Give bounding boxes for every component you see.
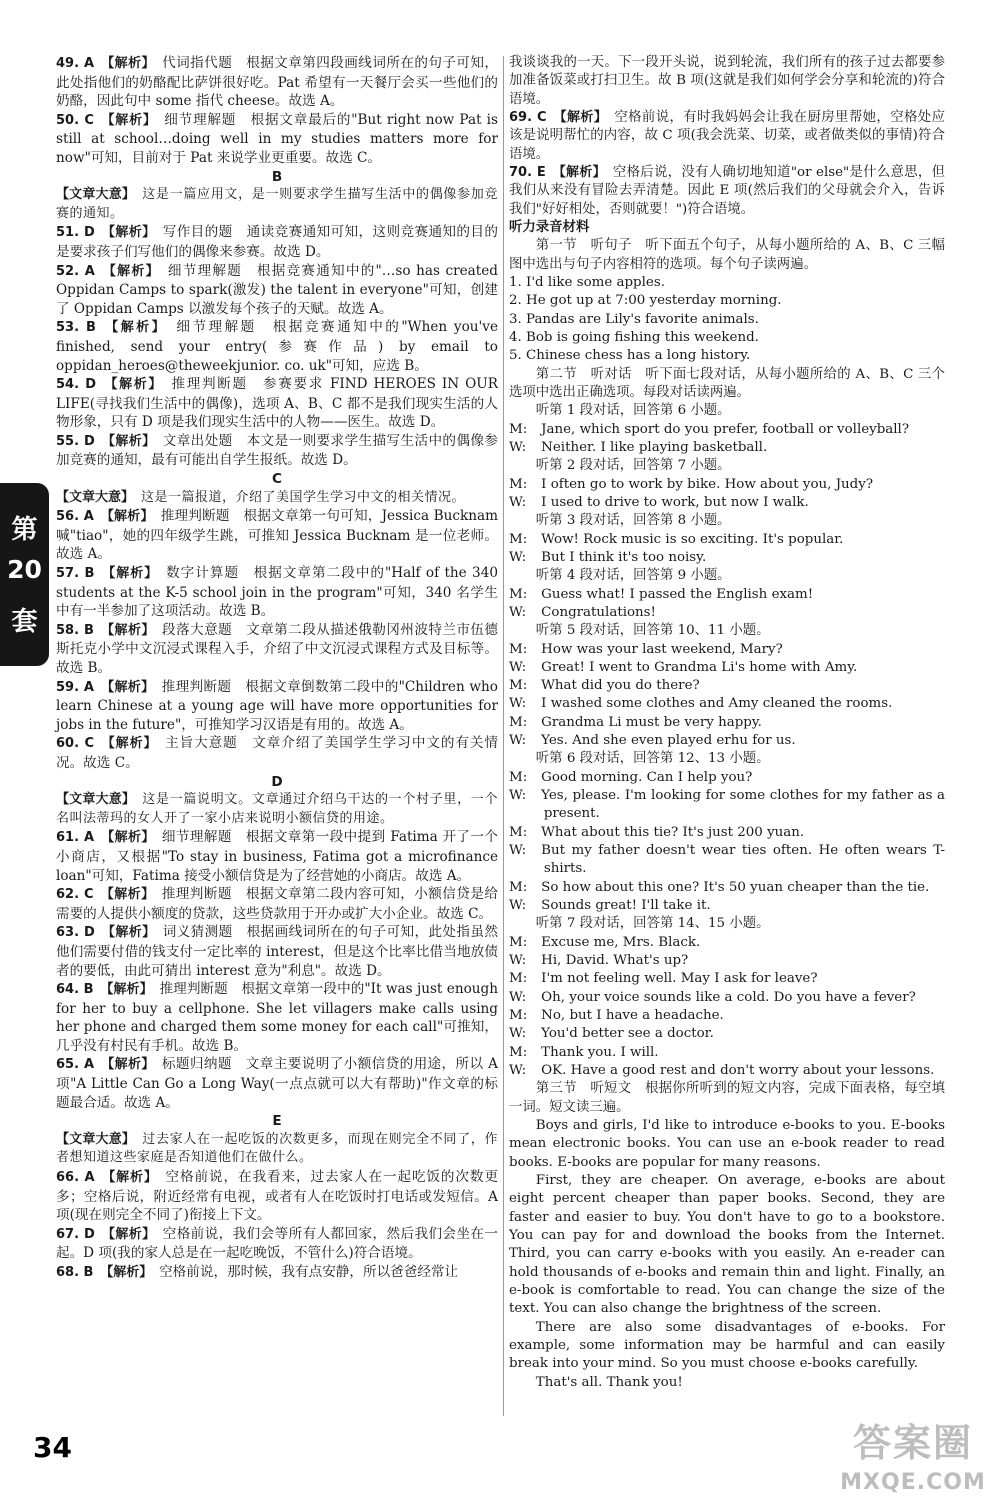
- dialogue-text: No, but I have a headache.: [541, 1008, 724, 1024]
- passage-summary: [56, 489, 498, 508]
- dialogue-line: [509, 1007, 945, 1025]
- passage-letter: C: [272, 471, 282, 488]
- dialogue-text: Hi, David. What's up?: [541, 953, 689, 969]
- dialogue-text: Oh, your voice sounds like a cold. Do you have a fever?: [541, 989, 916, 1005]
- answer-explanation: [56, 828, 498, 885]
- answer-number: 66. A: [56, 1170, 95, 1186]
- paragraph: Boys and girls, I'd like to introduce e-books to you. E-books mean electronic books. You can use an e-book reader to read books. E-books are popular for many reasons.: [509, 1118, 945, 1170]
- answer-explanation: [56, 1225, 498, 1263]
- answer-explanation: [56, 885, 498, 923]
- watermark-logo-bottom: MXQE.COM: [840, 1470, 986, 1495]
- speaker-label: W:: [509, 788, 527, 804]
- dialogue-line: [509, 531, 945, 549]
- explanation-text: 词义猜测题 根据画线词所在的句子可知，此处指虽然他们需要付借的钱支付一定比率的 interest，但是这个比率比借当地放债者的要低，由此可猜出 interest 意为"利息"。故选 D。: [56, 924, 498, 979]
- watermark-logo-top: 答案圈: [852, 1421, 973, 1465]
- dialogue-text: Congratulations!: [541, 604, 656, 620]
- summary-text: 这是一篇应用文，是一则要求学生描写生活中的偶像参加竞赛的通知。: [56, 187, 498, 221]
- dialogue-text: Good morning. Can I help you?: [541, 769, 753, 785]
- dialogue-line: [509, 586, 945, 604]
- dialogue-line: [509, 1025, 945, 1043]
- speaker-label: W:: [509, 439, 527, 455]
- set-number-value: 20: [7, 555, 42, 584]
- dialogue-line: [509, 769, 945, 787]
- paragraph: 听第 7 段对话，回答第 14、15 小题。: [535, 916, 770, 932]
- dialogue-text: OK. Have a good rest and don't worry about your lessons.: [541, 1063, 935, 1079]
- explanation-text: 空格前说，我们会等所有人都回家，然后我们会坐在一起。D 项(我的家人总是在一起吃晚饭，不管什么)符合语境。: [56, 1225, 498, 1262]
- paragraph: 听第 1 段对话，回答第 6 小题。: [535, 403, 731, 419]
- analysis-tag: 【解析】: [101, 263, 160, 279]
- explanation-text: 标题归纳题 文章主要说明了小额信贷的用途，所以 A 项"A Little Can Go a Long Way(一点点就可以大有帮助)"作文章的标题最合适。故选 A。: [56, 1056, 498, 1111]
- answer-number: 57. B: [56, 566, 95, 582]
- explanation-text: 空格前说，在我看来，过去家人在一起吃饭的次数更多；空格后说，附近经常有电视，或者有人在吃饭时打电话或发短信。A 项(现在则完全不同了)衔接上下文。: [56, 1169, 499, 1224]
- text-line: 2. He got up at 7:00 yesterday morning.: [509, 293, 782, 309]
- explanation-text: 数字计算题 根据文章第二段中的"Half of the 340 students at the K-5 school join in the program"可知，340 名学生中有一半参加了这项活动。故选 B。: [56, 565, 498, 620]
- analysis-tag: 【解析】: [101, 566, 159, 582]
- answer-explanation: [56, 318, 498, 375]
- answer-explanation: [56, 54, 498, 111]
- answer-explanation: [56, 678, 498, 735]
- explanation-text: 细节理解题 根据竞赛通知中的"When you've finished, send your entry(参赛作品) by email to oppidan_heroes@theweekjunior. co. uk"可知，应选 B。: [56, 319, 498, 374]
- passage-summary: [56, 1131, 498, 1168]
- dialogue-line: [509, 695, 945, 713]
- analysis-tag: 【解析】: [553, 109, 608, 125]
- explanation-text: 细节理解题 根据文章第一段中提到 Fatima 开了一个小商店，又根据"To stay in business, Fatima got a microfinance loan"可知，Fatima 接受小额信贷是为了经营她的小商店。故选 A。: [56, 829, 498, 884]
- speaker-label: M:: [509, 641, 528, 657]
- passage-letter: B: [271, 168, 283, 185]
- explanation-text: 文章出处题 本文是一则要求学生描写生活中的偶像参加竞赛的通知，最有可能出自学生报纸。故选 D。: [56, 432, 498, 469]
- summary-text: 这是一篇报道，介绍了美国学生学习中文的相关情况。: [141, 489, 466, 505]
- answer-number: 69. C: [509, 109, 547, 125]
- dialogue-text: Jane, which sport do you prefer, football or volleyball?: [541, 421, 910, 437]
- answer-number: 68. B: [56, 1265, 94, 1280]
- speaker-label: M:: [509, 476, 528, 492]
- set-number-prefix: 第: [11, 515, 38, 545]
- paragraph: First, they are cheaper. On average, e-books are about eight percent cheaper than paper books. Second, they are faster and easier to buy. You don't have to go to a bookstore. You can pay for and download the books from the Internet. Third, you can carry e-books with you easily. An e-reader can hold thousands of e-books and remain thin and light. Finally, an e-book is comfortable to read. You can change the size of the text. You can also change the brightness of the screen.: [509, 1173, 945, 1317]
- answer-explanation: [56, 262, 498, 319]
- explanation-text: 代词指代题 根据文章第四段画线词所在的句子可知，此处指他们的奶酪配比萨饼很好吃。Pat 希望有一天餐厅会买一些他们的奶酪，因此句中 some 指代 cheese。故选 A。: [56, 55, 498, 110]
- dialogue-line: [509, 1062, 945, 1080]
- paragraph: 第二节 听对话 听下面七段对话，从每小题所给的 A、B、C 三个选项中选出正确选项。每段对话读两遍。: [509, 366, 945, 400]
- paragraph: 第三节 听短文 根据你所听到的短文内容，完成下面表格，每空填一词。短文读三遍。: [509, 1081, 945, 1115]
- dialogue-text: I washed some clothes and Amy cleaned the rooms.: [541, 696, 893, 712]
- dialogue-line: [509, 879, 945, 897]
- dialogue-text: I'm not feeling well. May I ask for leave?: [541, 971, 818, 987]
- passage-summary: [56, 186, 498, 223]
- dialogue-text: What about this tie? It's just 200 yuan.: [541, 824, 805, 840]
- dialogue-line: [509, 677, 945, 695]
- dialogue-line: [509, 494, 945, 512]
- answer-explanation: [509, 109, 945, 164]
- passage-summary: [56, 791, 498, 828]
- speaker-label: M:: [509, 678, 528, 694]
- answer-explanation: [56, 111, 498, 168]
- explanation-text: 推理判断题 参赛要求 FIND HEROES IN OUR LIFE(寻找我们生活中的偶像)，选项 A、B、C 都不是我们现实生活的人物形象，只有 D 项是我们现实生活中的人物——医生。故选 D。: [56, 376, 498, 431]
- analysis-tag: 【解析】: [100, 622, 155, 638]
- dialogue-line: [509, 659, 945, 677]
- answer-number: 65. A: [56, 1057, 95, 1073]
- dialogue-line: [509, 842, 945, 879]
- analysis-tag: 【解析】: [101, 225, 156, 241]
- answer-number: 58. B: [56, 622, 94, 638]
- answer-number: 59. A: [56, 679, 94, 695]
- text-line: 4. Bob is going fishing this weekend.: [509, 329, 759, 345]
- dialogue-text: I used to drive to work, but now I walk.: [541, 494, 809, 510]
- speaker-label: M:: [509, 1008, 528, 1024]
- text-line: 3. Pandas are Lily's favorite animals.: [509, 311, 759, 327]
- answer-number: 70. E: [509, 164, 546, 180]
- answer-number: 50. C: [56, 112, 94, 128]
- dialogue-line: [509, 989, 945, 1007]
- summary-text: 这是一篇说明文。文章通过介绍乌干达的一个村子里，一个名叫法蒂玛的女人开了一家小店来说明小额信贷的用途。: [56, 792, 498, 826]
- dialogue-text: Neither. I like playing basketball.: [541, 439, 768, 455]
- dialogue-line: [509, 1044, 945, 1062]
- summary-tag: 【文章大意】: [56, 792, 136, 808]
- answer-number: 55. D: [56, 433, 95, 449]
- paragraph: 听第 6 段对话，回答第 12、13 小题。: [535, 751, 770, 767]
- speaker-label: M:: [509, 934, 528, 950]
- watermark-logo: [838, 1412, 988, 1502]
- paragraph: There are also some disadvantages of e-books. For example, some information may be harmful and can easily break into your mind. So you must choose e-books carefully.: [509, 1319, 945, 1372]
- answer-explanation: [56, 432, 498, 470]
- answer-number: 64. B: [56, 982, 94, 998]
- right-column: [509, 54, 945, 1392]
- dialogue-text: But I think it's too noisy.: [541, 549, 707, 565]
- paragraph: 听第 4 段对话，回答第 9 小题。: [535, 568, 731, 584]
- speaker-label: M:: [509, 971, 528, 987]
- dialogue-text: Great! I went to Grandma Li's home with Amy.: [541, 659, 858, 675]
- speaker-label: M:: [509, 421, 528, 437]
- text-line: 5. Chinese chess has a long history.: [509, 348, 751, 364]
- explanation-text: 推理判断题 根据文章第一句可知，Jessica Bucknam 喊"tiao"，她的四年级学生跳，可推知 Jessica Bucknam 是一位老师。故选 A。: [56, 508, 498, 563]
- answer-explanation: [56, 980, 498, 1055]
- answer-explanation: [56, 923, 498, 980]
- speaker-label: M:: [509, 824, 528, 840]
- speaker-label: M:: [509, 1044, 528, 1060]
- analysis-tag: 【解析】: [100, 679, 155, 695]
- explanation-text: 空格前说，那时候，我有点安静，所以爸爸经常让: [159, 1264, 459, 1280]
- answer-explanation: [56, 507, 498, 564]
- dialogue-line: [509, 714, 945, 732]
- dialogue-text: Yes. And she even played erhu for us.: [541, 733, 796, 749]
- explanation-text: 空格后说，没有人确切地知道"or else"是什么意思，但我们从来没有冒险去弄清楚。因此 E 项(然后我们的父母就会介入，告诉我们"好好相处，否则就要！")符合语境。: [509, 164, 945, 217]
- analysis-tag: 【解析】: [552, 164, 606, 180]
- text-line: 1. I'd like some apples.: [509, 274, 665, 290]
- analysis-tag: 【解析】: [100, 736, 158, 752]
- dialogue-text: I often go to work by bike. How about you, Judy?: [541, 476, 873, 492]
- analysis-tag: 【解析】: [100, 112, 157, 128]
- dialogue-line: [509, 934, 945, 952]
- page-number: 34: [33, 1431, 72, 1464]
- explanation-text: 写作目的题 通读竞赛通知可知，这则竞赛通知的目的是要求孩子们写他们的偶像来参赛。故选 D。: [56, 224, 498, 260]
- dialogue-text: You'd better see a doctor.: [541, 1026, 714, 1042]
- summary-tag: 【文章大意】: [56, 187, 136, 203]
- summary-tag: 【文章大意】: [56, 1131, 136, 1147]
- speaker-label: M:: [509, 586, 528, 602]
- dialogue-text: What did you do there?: [541, 678, 700, 694]
- speaker-label: W:: [509, 604, 527, 620]
- explanation-text: 推理判断题 根据文章第二段内容可知，小额信贷是给需要的人提供小额度的贷款，这些贷款用于开办或扩大小企业。故选 C。: [56, 886, 498, 922]
- dialogue-line: [509, 439, 945, 457]
- analysis-tag: 【解析】: [101, 925, 156, 941]
- summary-text: 过去家人在一起吃饭的次数更多，而现在则完全不同了，作者想知道这些家庭是否知道他们在做什么。: [56, 1131, 498, 1166]
- explanation-text: 推理判断题 根据文章第一段中的"It was just enough for her to buy a cellphone. She let villagers make calls using her phone and charged them some money for each call"可推知，几乎没有村民有手机。故选 B。: [56, 981, 498, 1054]
- speaker-label: W:: [509, 696, 527, 712]
- answer-number: 63. D: [56, 925, 95, 941]
- answer-number: 60. C: [56, 736, 95, 752]
- answer-number: 62. C: [56, 887, 94, 903]
- dialogue-text: So how about this one? It's 50 yuan cheaper than the tie.: [541, 879, 930, 895]
- column-divider: [503, 56, 504, 1416]
- answer-number: 61. A: [56, 830, 95, 846]
- dialogue-line: [509, 952, 945, 970]
- analysis-tag: 【解析】: [101, 1226, 156, 1242]
- answer-number: 56. A: [56, 509, 94, 525]
- analysis-tag: 【解析】: [100, 509, 154, 525]
- dialogue-text: Thank you. I will.: [541, 1044, 659, 1060]
- analysis-tag: 【解析】: [101, 433, 156, 449]
- speaker-label: W:: [509, 953, 527, 969]
- dialogue-text: Guess what! I passed the English exam!: [541, 586, 814, 602]
- speaker-label: W:: [509, 494, 527, 510]
- speaker-label: M:: [509, 531, 528, 547]
- analysis-tag: 【解析】: [100, 1057, 155, 1073]
- passage-letter: D: [271, 773, 283, 790]
- dialogue-line: [509, 549, 945, 567]
- explanation-text: 主旨大意题 文章介绍了美国学生学习中文的有关情况。故选 C。: [56, 735, 498, 771]
- text-line: 我谈谈我的一天。下一段开头说，说到轮流，我们所有的孩子过去都要参加准备饭菜或打扫卫生。故 B 项(这就是我们如何学会分享和轮流的)符合语境。: [509, 55, 945, 107]
- speaker-label: M:: [509, 879, 528, 895]
- dialogue-line: [509, 970, 945, 988]
- dialogue-line: [509, 732, 945, 750]
- answer-explanation: [56, 375, 498, 432]
- speaker-label: W:: [509, 1026, 527, 1042]
- analysis-tag: 【解析】: [100, 982, 153, 998]
- set-number-tab: [0, 483, 49, 666]
- dialogue-text: Grandma Li must be very happy.: [541, 714, 762, 730]
- explanation-text: 推理判断题 根据文章倒数第二段中的"Children who learn Chinese at a young age will have more opportunities for jobs in the future"，可推知学习汉语是有用的。故选 A。: [56, 678, 498, 733]
- explanation-text: 细节理解题 根据竞赛通知中的"…so has created Oppidan Camps to spark(激发) the talent in everyone"可知，创建了 Oppidan Camps 以激发每个孩子的天赋。故选 A。: [56, 262, 498, 317]
- dialogue-text: Yes, please. I'm looking for some clothes for my father as a present.: [541, 788, 945, 822]
- dialogue-line: [509, 897, 945, 915]
- dialogue-line: [509, 641, 945, 659]
- answer-number: 67. D: [56, 1226, 95, 1242]
- speaker-label: W:: [509, 549, 527, 565]
- analysis-tag: 【解析】: [100, 887, 155, 903]
- explanation-text: 段落大意题 文章第二段从描述俄勒冈州波特兰市伍德斯托克小学中文沉浸式课程入手，介绍了中文沉浸式课程方式及目标等。故选 B。: [56, 621, 498, 676]
- answer-explanation: [56, 1263, 498, 1283]
- answer-explanation: [56, 621, 498, 678]
- explanation-text: 细节理解题 根据文章最后的"But right now Pat is still at school…doing well in my studies matters more for now"可知，目前对于 Pat 来说学业更重要。故选 C。: [56, 111, 498, 166]
- dialogue-line: [509, 421, 945, 439]
- analysis-tag: 【解析】: [100, 830, 155, 846]
- speaker-label: W:: [509, 843, 527, 859]
- speaker-label: W:: [509, 659, 527, 675]
- summary-tag: 【文章大意】: [56, 489, 135, 505]
- dialogue-text: Excuse me, Mrs. Black.: [541, 934, 701, 950]
- dialogue-line: [509, 787, 945, 824]
- answer-number: 52. A: [56, 263, 95, 279]
- paragraph: 听第 2 段对话，回答第 7 小题。: [535, 458, 731, 474]
- paragraph: 听第 5 段对话，回答第 10、11 小题。: [535, 623, 770, 639]
- analysis-tag: 【解析】: [101, 1170, 158, 1186]
- speaker-label: M:: [509, 714, 528, 730]
- speaker-label: W:: [509, 733, 527, 749]
- answer-explanation: [56, 564, 498, 621]
- paragraph: 第一节 听句子 听下面五个句子，从每小题所给的 A、B、C 三幅图中选出与句子内容相符的选项。每个句子读两遍。: [509, 238, 945, 272]
- answer-number: 54. D: [56, 377, 96, 393]
- speaker-label: M:: [509, 769, 528, 785]
- dialogue-text: But my father doesn't wear ties often. He often wears T-shirts.: [541, 843, 945, 877]
- explanation-text: 空格前说，有时我妈妈会让我在厨房里帮她，空格处应该是说明帮忙的内容，故 C 项(我会洗菜、切菜，或者做类似的事情)符合语境。: [509, 109, 945, 162]
- left-column: [56, 54, 498, 1283]
- dialogue-text: Wow! Rock music is so exciting. It's popular.: [541, 531, 844, 547]
- analysis-tag: 【解析】: [102, 320, 168, 336]
- speaker-label: W:: [509, 989, 527, 1005]
- answer-number: 53. B: [56, 320, 96, 336]
- paragraph: 听第 3 段对话，回答第 8 小题。: [535, 513, 731, 529]
- dialogue-line: [509, 604, 945, 622]
- speaker-label: W:: [509, 1063, 527, 1079]
- passage-letter: E: [272, 1113, 282, 1130]
- section-heading: 听力录音材料: [509, 219, 590, 235]
- paragraph: That's all. Thank you!: [535, 1374, 683, 1390]
- answer-explanation: [56, 1055, 498, 1112]
- analysis-tag: 【解析】: [102, 377, 164, 393]
- answer-explanation: [56, 223, 498, 261]
- answer-explanation: [56, 734, 498, 772]
- dialogue-text: Sounds great! I'll take it.: [541, 898, 711, 914]
- answer-number: 49. A: [56, 56, 95, 71]
- answer-explanation: [56, 1168, 498, 1225]
- analysis-tag: 【解析】: [100, 56, 155, 71]
- dialogue-line: [509, 824, 945, 842]
- dialogue-text: How was your last weekend, Mary?: [541, 641, 783, 657]
- speaker-label: W:: [509, 898, 527, 914]
- answer-explanation: [509, 164, 945, 219]
- set-number-suffix: 套: [11, 607, 38, 637]
- analysis-tag: 【解析】: [100, 1265, 153, 1280]
- answer-number: 51. D: [56, 225, 95, 241]
- dialogue-line: [509, 476, 945, 494]
